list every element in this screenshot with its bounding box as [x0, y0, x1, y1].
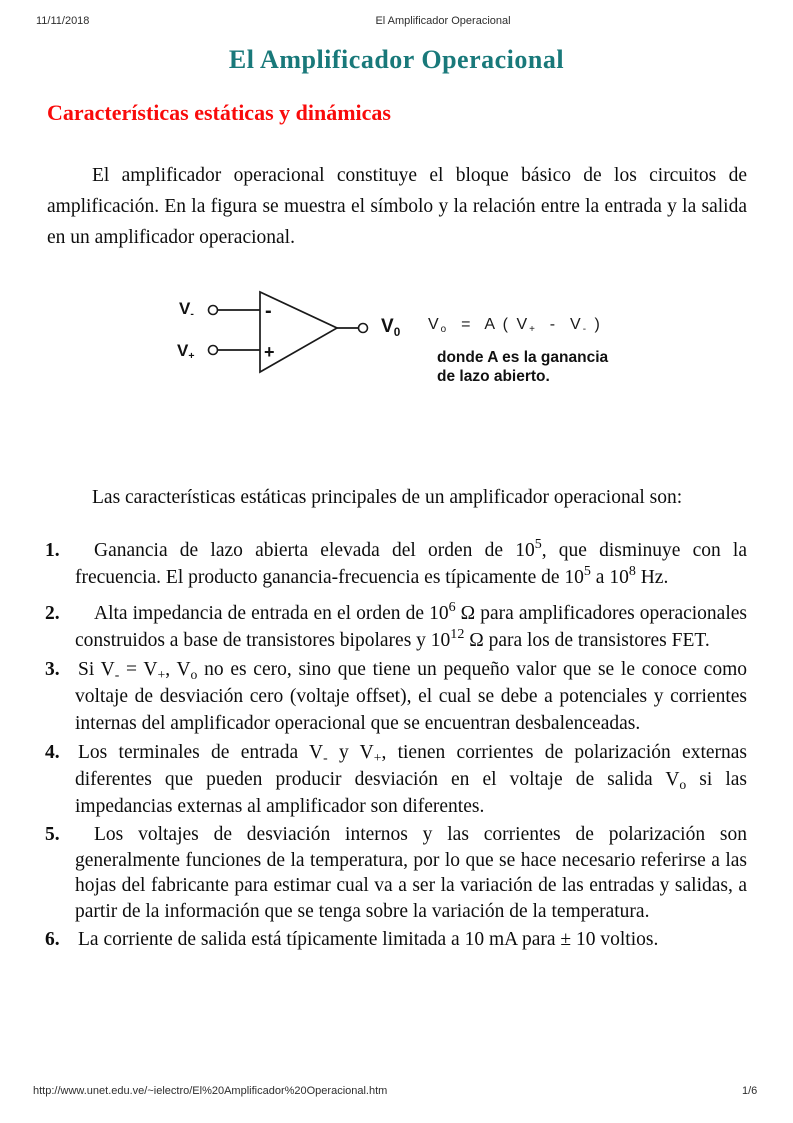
- list-item-text: Alta impedancia de entrada en el orden de $10^6$ Ω para amplificadores operacionales construidos a base de transistores bipolares y $10^{12}$ Ω para los de transistores FET.: [75, 599, 748, 651]
- list-item-text: Los terminales de entrada $V_-$ y $V_+$, tienen corrientes de polarización externas diferentes que pueden producir desviación en el voltaje de salida $V_o$ si las impedancias externas al amplificador son diferentes.: [75, 742, 748, 817]
- list-item-number: 5.: [45, 824, 60, 845]
- label-v-minus-base: V: [179, 299, 191, 318]
- intro-paragraph: El amplificador operacional constituye el bloque básico de los circuitos de amplificación. En la figura se muestra el símbolo y la relación entre la entrada y la salida en un amplificador operacional.: [47, 165, 747, 248]
- section-heading: Características estáticas y dinámicas: [47, 100, 391, 125]
- noninverting-terminal-circle: [209, 346, 218, 355]
- list-item-5: [47, 822, 747, 924]
- list-item-number: 2.: [45, 603, 60, 624]
- list-item-6: [47, 926, 747, 953]
- print-header-title: El Amplificador Operacional: [375, 15, 511, 27]
- list-item-2: [47, 600, 747, 654]
- label-v-minus: [179, 299, 194, 319]
- label-v-plus-sub: +: [188, 350, 195, 363]
- opamp-equation: $V_o = A$ ( $V_+ - V_-$ ): [428, 316, 602, 336]
- print-header-date: 11/11/2018: [36, 15, 90, 27]
- opamp-symbol-svg: [170, 278, 470, 398]
- figure-caption-line1: donde A es la ganancia: [437, 349, 609, 366]
- list-intro-paragraph: Las características estáticas principales de un amplificador operacional son:: [92, 487, 683, 508]
- label-v-out-sub: 0: [393, 325, 401, 339]
- list-item-number: 4.: [45, 742, 60, 763]
- characteristics-list: [47, 537, 747, 955]
- figure-caption-line2: de lazo abierto.: [437, 368, 550, 385]
- list-item-text: Los voltajes de desviación internos y las corrientes de polarización son generalmente funciones de la temperatura, por lo que se hace necesario referirse a las hojas del fabricante para estimar cual va a ser la variación de las entradas y salidas, a partir de la información que se tenga sobre la variación de la temperatura.: [75, 824, 747, 922]
- output-terminal-circle: [359, 324, 368, 333]
- list-item-1: [47, 537, 747, 591]
- print-footer-url: http://www.unet.edu.ve/~ielectro/El%20Amplificador%20Operacional.htm: [33, 1085, 388, 1097]
- page-title: El Amplificador Operacional: [228, 45, 565, 74]
- list-item-4: [47, 739, 747, 820]
- label-v-out-base: V: [381, 316, 394, 337]
- label-v-plus: [177, 341, 195, 361]
- list-item-number: 3.: [45, 659, 60, 680]
- list-item-text: Ganancia de lazo abierta elevada del orden de $10^5$, que disminuye con la frecuencia. El producto ganancia-frecuencia es típicamente de $10^5$ a $10^8$ Hz.: [75, 536, 747, 588]
- list-item-text: La corriente de salida está típicamente limitada a 10 mA para ± 10 voltios.: [78, 929, 659, 950]
- list-item-3: [47, 656, 747, 737]
- minus-sign: -: [265, 300, 272, 322]
- list-item-number: 6.: [45, 929, 60, 950]
- inverting-terminal-circle: [209, 306, 218, 315]
- list-item-number: 1.: [45, 540, 60, 561]
- label-v-minus-sub: -: [190, 308, 194, 321]
- list-item-text: Si $V_- = V_+$, $V_o$ no es cero, sino que tiene un pequeño valor que se le conoce como voltaje de desviación cero (voltaje offset), el cual se debe a potenciales y corrientes internas del amplificador operacional que se encuentran desbalenceadas.: [75, 659, 747, 734]
- plus-sign: +: [264, 342, 275, 362]
- label-v-plus-base: V: [177, 341, 189, 360]
- label-v-out: [381, 316, 400, 338]
- print-footer-page-number: 1/6: [742, 1085, 758, 1097]
